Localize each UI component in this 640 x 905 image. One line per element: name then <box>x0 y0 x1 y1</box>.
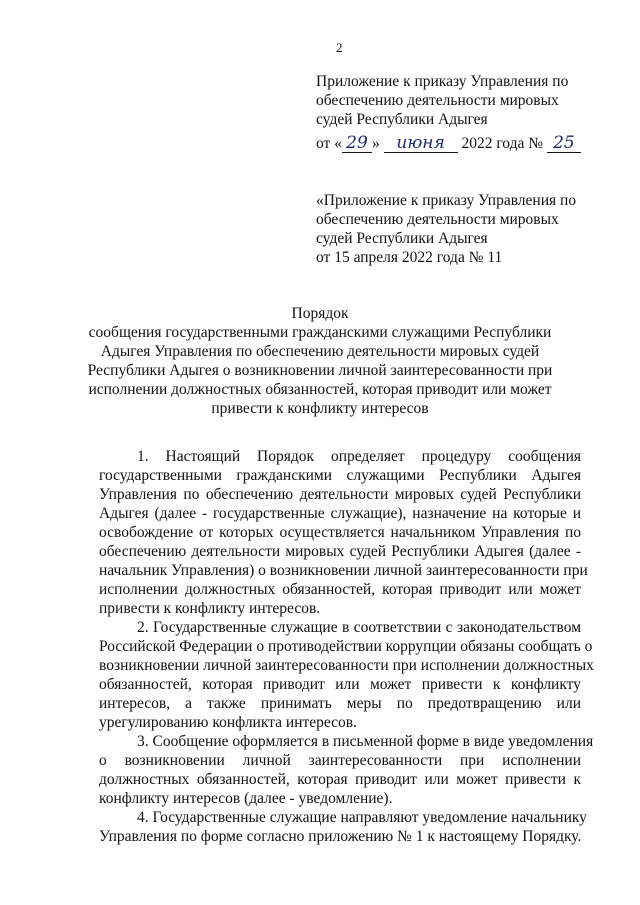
paragraph-line: о возникновении личной заинтересованности при исполнении <box>99 752 581 769</box>
title-line: исполнении должностных обязанностей, которая приводит или может <box>88 381 552 398</box>
previous-approval-line: «Приложение к приказу Управления по <box>316 192 577 209</box>
paragraph-line: начальник Управления) о возникновении личной заинтересованности при <box>99 562 588 579</box>
title-line: Республики Адыгея о возникновении личной заинтересованности при <box>87 362 553 379</box>
paragraph-line: обязанностей, которая приводит или может привести к конфликту <box>99 676 581 693</box>
approval-header <box>316 72 568 129</box>
paragraph-2 <box>99 618 594 732</box>
document-title <box>60 304 580 418</box>
previous-approval-header <box>316 191 576 267</box>
paragraph-line: государственными гражданскими служащими Республики Адыгея <box>99 467 581 484</box>
approval-header-line: Приложение к приказу Управления по <box>316 73 569 90</box>
paragraph-line: Российской Федерации о противодействии коррупции обязаны сообщать о <box>99 638 593 655</box>
order-year: 2022 года № <box>461 135 544 152</box>
paragraph-line: 3. Сообщение оформляется в письменной форме в виде уведомления <box>137 733 594 750</box>
order-prefix: от « <box>316 135 342 152</box>
paragraph-4 <box>99 808 587 846</box>
previous-approval-line: от 15 апреля 2022 года № 11 <box>316 249 503 266</box>
paragraph-line: привести к конфликту интересов. <box>99 600 321 617</box>
handwritten-order-number: 25 <box>547 134 581 153</box>
paragraph-3 <box>99 732 594 808</box>
paragraph-line: 1. Настоящий Порядок определяет процедуру сообщения <box>137 448 581 465</box>
handwritten-month: июня <box>384 134 458 153</box>
paragraph-line: интересов, а также принимать меры по предотвращению или <box>99 695 581 712</box>
order-quote-close: » <box>371 135 380 152</box>
page-number: 2 <box>336 40 343 55</box>
order-date-number-line <box>316 134 581 153</box>
paragraph-line: освобождение от которых осуществляется начальником Управления по <box>99 524 581 541</box>
handwritten-day: 29 <box>342 134 372 153</box>
title-line: Порядок <box>291 305 349 322</box>
approval-header-line: судей Республики Адыгея <box>316 111 488 128</box>
document-body <box>99 447 594 846</box>
paragraph-line: Адыгея (далее - государственные служащие), назначение на которые и <box>99 505 581 522</box>
paragraph-line: 4. Государственные служащие направляют уведомление начальнику <box>137 809 587 826</box>
previous-approval-line: обеспечению деятельности мировых <box>316 211 559 228</box>
paragraph-line: урегулированию конфликта интересов. <box>99 714 357 731</box>
paragraph-line: исполнении должностных обязанностей, которая приводит или может <box>99 581 581 598</box>
title-line: привести к конфликту интересов <box>211 400 429 417</box>
paragraph-line: должностных обязанностей, которая приводит или может привести к <box>99 771 581 788</box>
paragraph-1 <box>99 447 588 618</box>
approval-header-line: обеспечению деятельности мировых <box>316 92 559 109</box>
paragraph-line: Управления по обеспечению деятельности мировых судей Республики <box>99 486 581 503</box>
paragraph-line: конфликту интересов (далее - уведомление). <box>99 790 393 807</box>
paragraph-line: возникновении личной заинтересованности при исполнении должностных <box>99 657 594 674</box>
title-line: Адыгея Управления по обеспечению деятельности мировых судей <box>100 343 540 360</box>
previous-approval-line: судей Республики Адыгея <box>316 230 488 247</box>
paragraph-line: обеспечению деятельности мировых судей Республики Адыгея (далее - <box>99 543 581 560</box>
title-line: сообщения государственными гражданскими служащими Республики <box>88 324 552 341</box>
paragraph-line: Управления по форме согласно приложению № 1 к настоящему Порядку. <box>99 828 582 845</box>
paragraph-line: 2. Государственные служащие в соответствии с законодательством <box>137 619 581 636</box>
